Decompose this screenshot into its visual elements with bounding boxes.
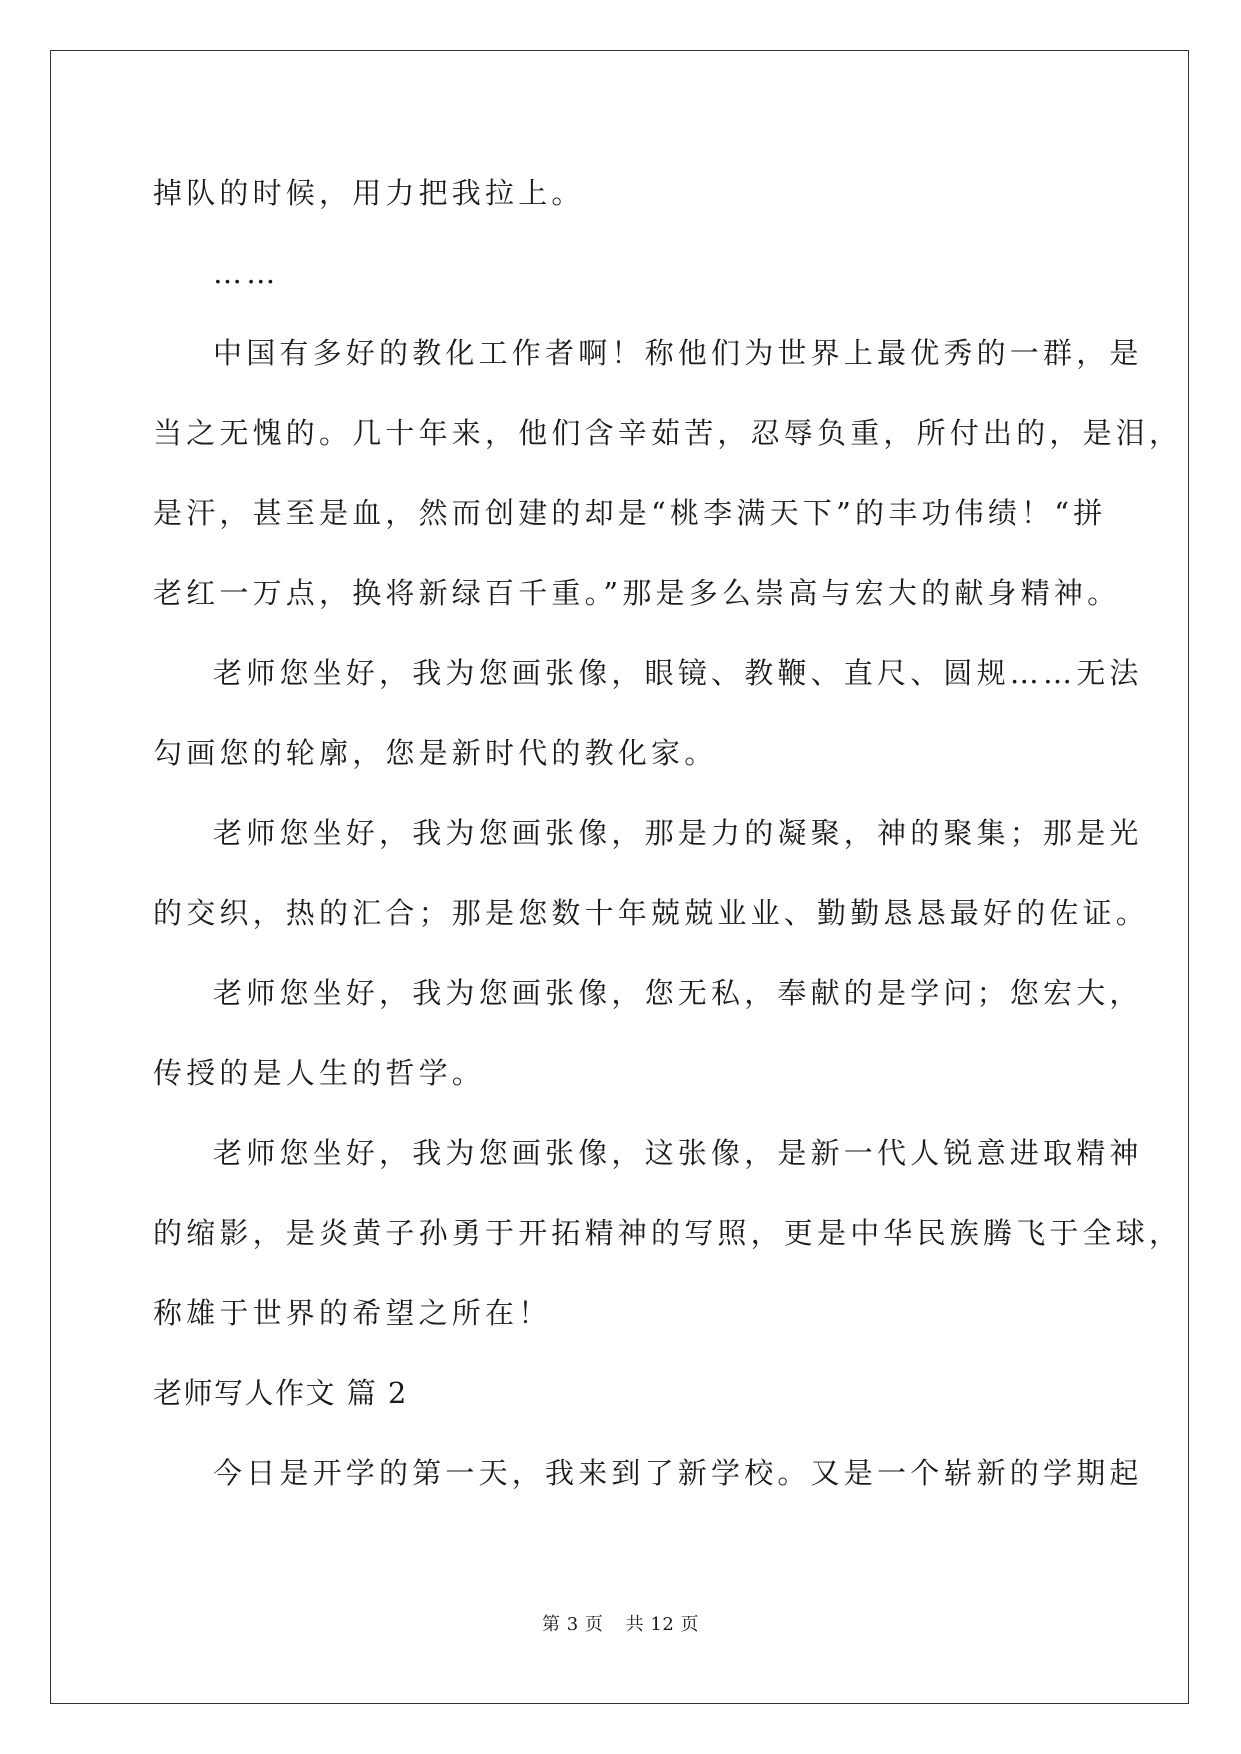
paragraph-start: 老师您坐好，我为您画张像，那是力的凝聚，神的聚集；那是光 <box>213 816 1143 850</box>
text-line: 勾画您的轮廓，您是新时代的教化家。 <box>153 736 718 770</box>
page-number: 第 3 页 <box>542 1614 604 1635</box>
paragraph-start: 老师您坐好，我为您画张像，眼镜、教鞭、直尺、圆规……无法 <box>213 656 1143 690</box>
text-line: 的缩影，是炎黄子孙勇于开拓精神的写照，更是中华民族腾飞于全球， <box>153 1216 1183 1250</box>
paragraph-start: 中国有多好的教化工作者啊！称他们为世界上最优秀的一群，是 <box>213 336 1143 370</box>
text-line: 称雄于世界的希望之所在！ <box>153 1296 552 1330</box>
text-line: 老红一万点，换将新绿百千重。”那是多么崇高与宏大的献身精神。 <box>153 576 1121 610</box>
paragraph-start: 老师您坐好，我为您画张像，您无私，奉献的是学问；您宏大， <box>213 976 1143 1010</box>
text-line: 是汗，甚至是血，然而创建的却是“桃李满天下”的丰功伟绩！“拼 <box>153 496 1107 530</box>
text-line: 掉队的时候，用力把我拉上。 <box>153 176 585 210</box>
text-line: 的交织，热的汇合；那是您数十年兢兢业业、勤勤恳恳最好的佐证。 <box>153 896 1150 930</box>
ellipsis-line: …… <box>213 256 280 290</box>
paragraph-start: 老师您坐好，我为您画张像，这张像，是新一代人锐意进取精神 <box>213 1136 1143 1170</box>
text-line: 当之无愧的。几十年来，他们含辛茹苦，忍辱负重，所付出的，是泪， <box>153 416 1183 450</box>
text-line: 传授的是人生的哲学。 <box>153 1056 486 1090</box>
page-total: 共 12 页 <box>625 1614 699 1635</box>
paragraph-start: 今日是开学的第一天，我来到了新学校。又是一个崭新的学期起 <box>213 1456 1143 1490</box>
section-heading: 老师写人作文 篇 2 <box>153 1376 408 1410</box>
page-footer <box>0 1610 1241 1636</box>
